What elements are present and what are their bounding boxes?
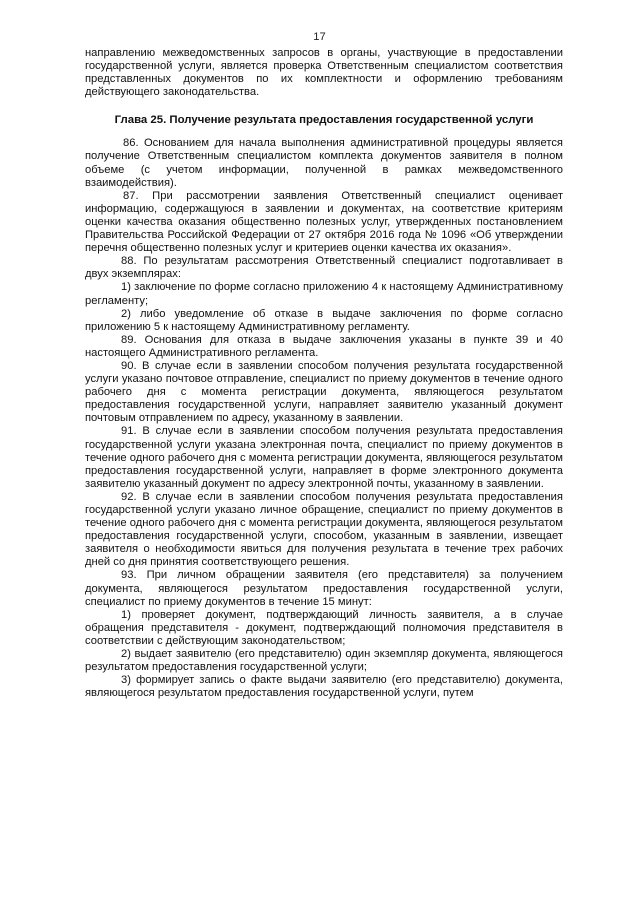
paragraph-93-item-3: 3) формирует запись о факте выдачи заявителю (его представителю) документа, являющегося результатом предоставления государственной услуги, путем xyxy=(85,674,563,700)
paragraph-88-item-2: 2) либо уведомление об отказе в выдаче заключения по форме согласно приложению 5 к настоящему Административному регламенту. xyxy=(85,307,563,333)
page-body xyxy=(85,47,563,700)
paragraph-90: 90. В случае если в заявлении способом получения результата государственной услуги указано почтовое отправление, специалист по приему документов в течение одного рабочего дня с момента регистрации документа, являющегося результатом предоставления государственной услуги, направляет заявителю указанный документ почтовым отправлением по адресу, указанному в заявлении. xyxy=(85,359,563,425)
paragraph-91: 91. В случае если в заявлении способом получения результата предоставления государственной услуги указана электронная почта, специалист по приему документов в течение одного рабочего дня с момента регистрации документа, являющегося результатом предоставления государственной услуги, направляет в форме электронного документа заявителю указанный документ по адресу электронной почты, указанному в заявлении. xyxy=(85,425,563,490)
paragraph-93-item-1: 1) проверяет документ, подтверждающий личность заявителя, а в случае обращения представителя - документ, подтверждающий полномочия представителя в соответствии с действующим законодательством; xyxy=(85,608,563,647)
paragraph-93: 93. При личном обращении заявителя (его представителя) за получением документа, являющегося результатом предоставления государственной услуги, специалист по приему документов в течение 15 минут: xyxy=(85,569,563,608)
paragraph-92: 92. В случае если в заявлении способом получения результата предоставления государственной услуги указано личное обращение, специалист по приему документов в течение одного рабочего дня с момента регистрации документа, являющегося результатом предоставления государственной услуги, способом, указанным в заявлении, извещает заявителя о необходимости явиться для получения результата в течение трех рабочих дней со дня принятия соответствующего решения. xyxy=(85,490,563,569)
paragraph-88: 88. По результатам рассмотрения Ответственный специалист подготавливает в двух экземплярах: xyxy=(85,255,563,281)
page-number: 17 xyxy=(313,31,326,43)
chapter-title: Глава 25. Получение результата предоставления государственной услуги xyxy=(114,114,534,127)
paragraph-87: 87. При рассмотрении заявления Ответственный специалист оценивает информацию, содержащуюся в заявлении и документах, на соответствие критериям оценки качества оказания общественно полезных услуг, утвержденных постановлением Правительства Российской Федерации от 27 октября 2016 года № 1096 «Об утверждении перечня общественно полезных услуг и критериев оценки качества их оказания». xyxy=(85,189,563,255)
paragraph-88-item-1: 1) заключение по форме согласно приложению 4 к настоящему Административному регламенту; xyxy=(85,281,563,307)
paragraph-86: 86. Основанием для начала выполнения административной процедуры является получение Ответственным специалистом комплекта документов заявителя в полном объеме (с учетом информации, полученной в рамках межведомственного взаимодействия). xyxy=(85,137,563,189)
paragraph-89: 89. Основания для отказа в выдаче заключения указаны в пункте 39 и 40 настоящего Административного регламента. xyxy=(85,333,563,359)
paragraph-93-item-2: 2) выдает заявителю (его представителю) один экземпляр документа, являющегося результатом предоставления государственной услуги; xyxy=(85,648,563,674)
intro-paragraph: направлению межведомственных запросов в органы, участвующие в предоставлении государственной услуги, является проверка Ответственным специалистом соответствия представленных документов по их комплектности и оформлению требованиям действующего законодательства. xyxy=(85,47,563,99)
